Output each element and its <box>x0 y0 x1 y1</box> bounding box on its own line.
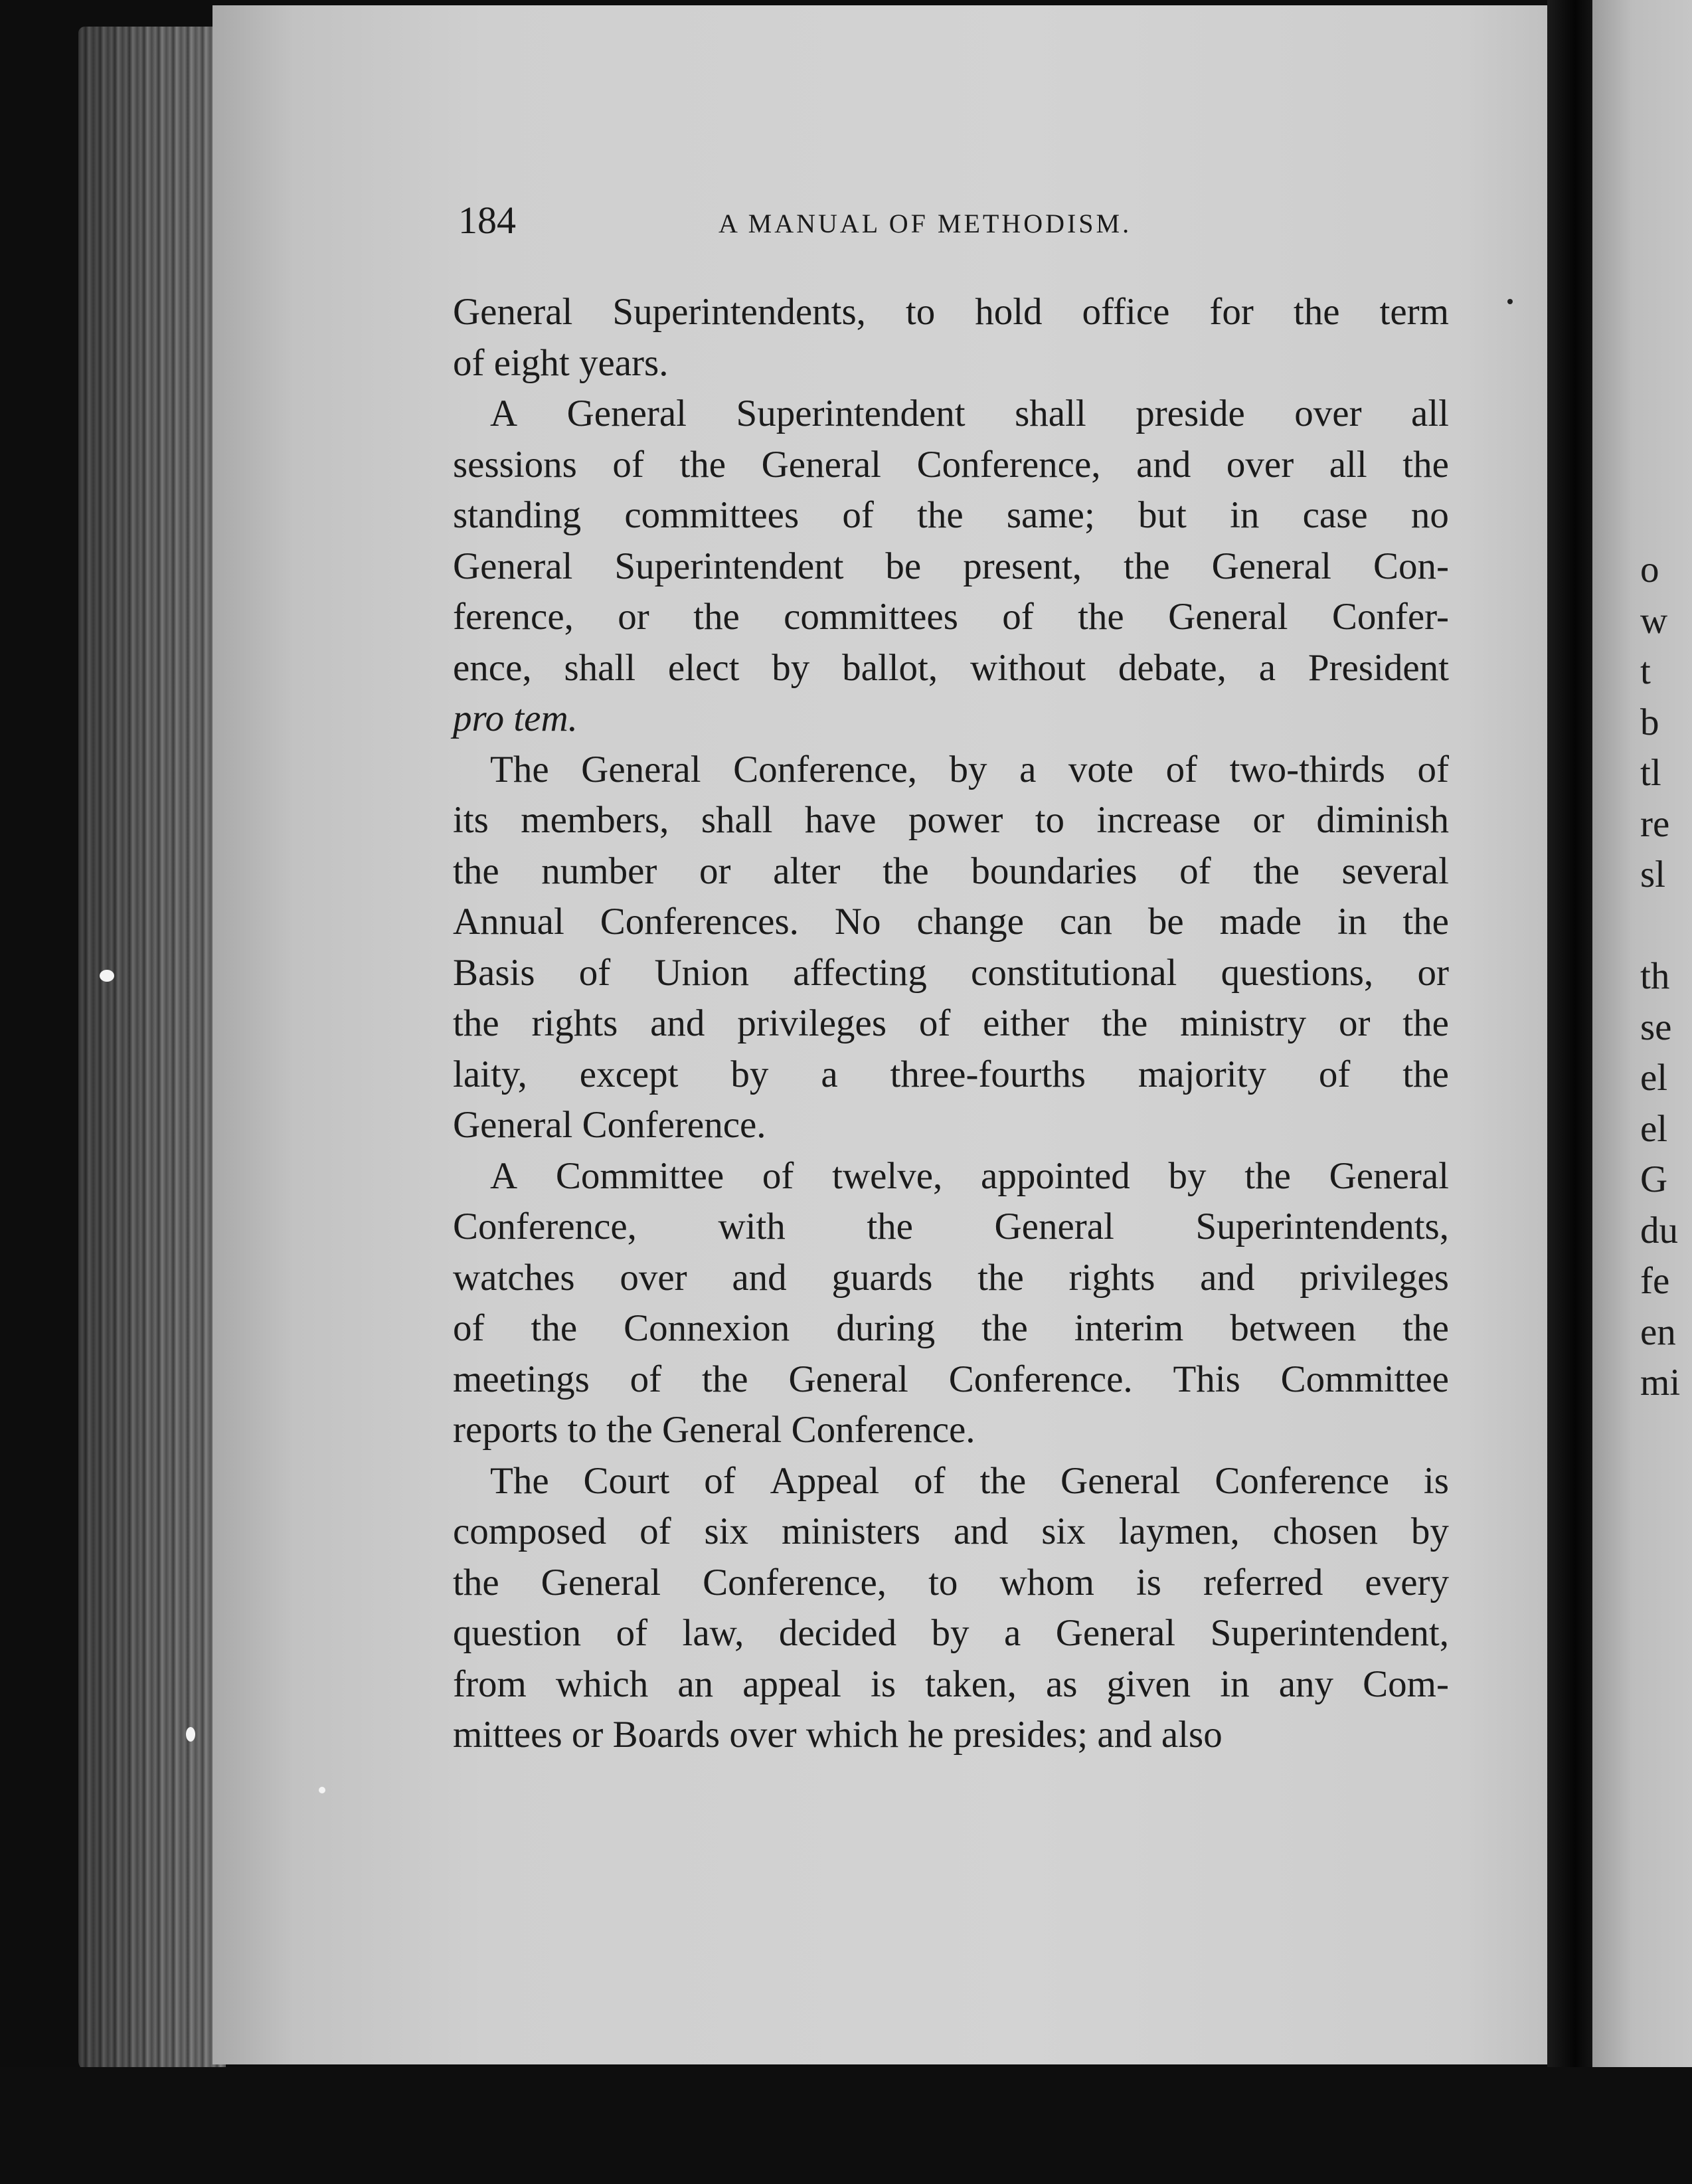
word: This <box>1173 1358 1240 1400</box>
text-line <box>453 1303 1449 1354</box>
word: meetings <box>453 1358 590 1400</box>
word: as <box>1045 1663 1078 1705</box>
word: ballot, <box>842 646 938 689</box>
word: Conference, <box>733 748 918 790</box>
word: Court <box>583 1459 670 1502</box>
text-line <box>453 541 1449 592</box>
word: General <box>1329 1154 1449 1197</box>
word: to <box>905 291 936 333</box>
word: to <box>928 1561 958 1603</box>
word: in <box>1337 901 1367 943</box>
word: the <box>1101 1002 1148 1044</box>
word: its <box>453 799 489 841</box>
text-line <box>453 643 1449 694</box>
word: for <box>1209 291 1254 333</box>
word: of <box>1002 596 1034 638</box>
word: the <box>453 850 499 892</box>
word: or <box>1338 1002 1371 1044</box>
word: Conference. <box>948 1358 1133 1400</box>
word: the <box>1402 901 1449 943</box>
paragraph <box>453 1151 1449 1456</box>
facing-line-fragment: fe <box>1640 1260 1670 1302</box>
word: Conference, <box>916 443 1101 486</box>
word: The <box>490 1459 549 1502</box>
word: by <box>730 1053 769 1095</box>
facing-line-fragment: G <box>1640 1158 1668 1200</box>
word: is <box>871 1663 896 1705</box>
text-line: General Conference. <box>453 1104 766 1146</box>
word: the <box>453 1561 499 1603</box>
word: Connexion <box>624 1307 790 1349</box>
word: the <box>1078 596 1124 638</box>
word: change <box>916 901 1024 943</box>
word: standing <box>453 494 582 536</box>
word: A <box>490 1154 518 1197</box>
word: the <box>693 596 740 638</box>
word: by <box>1168 1154 1207 1197</box>
word: of <box>842 494 874 536</box>
word: number <box>541 850 657 892</box>
word: the <box>1402 443 1449 486</box>
word: General <box>1060 1459 1181 1502</box>
word: General <box>453 291 573 333</box>
word: a <box>821 1053 838 1095</box>
word: of <box>453 1307 485 1349</box>
word: and <box>1200 1256 1255 1299</box>
text-line <box>453 897 1449 948</box>
text-line <box>453 998 1449 1049</box>
word: composed <box>453 1510 607 1552</box>
page-body <box>453 287 1449 1761</box>
word: affecting <box>793 951 927 994</box>
word: question <box>453 1612 582 1654</box>
word: term <box>1379 291 1449 333</box>
facing-line-fragment: mi <box>1640 1362 1681 1404</box>
word: the <box>531 1307 578 1349</box>
facing-line-fragment: en <box>1640 1311 1676 1353</box>
word: or <box>1417 951 1449 994</box>
word: all <box>1329 443 1367 486</box>
text-line <box>453 1659 1449 1710</box>
word: the <box>1402 1307 1449 1349</box>
facing-line-fragment: du <box>1640 1209 1678 1251</box>
word: boundaries <box>971 850 1138 892</box>
facing-line-fragment: th <box>1640 955 1670 997</box>
word: several <box>1341 850 1449 892</box>
text-line <box>453 1456 1449 1507</box>
word: and <box>953 1510 1009 1552</box>
text-line <box>453 1354 1449 1406</box>
word: rights <box>1068 1256 1155 1299</box>
word: of <box>1318 1053 1351 1095</box>
word: of <box>616 1612 648 1654</box>
word: any <box>1278 1663 1334 1705</box>
word: shall <box>564 646 636 689</box>
scan-speck <box>319 1787 325 1793</box>
word: no <box>1410 494 1449 536</box>
word: Com- <box>1363 1663 1449 1705</box>
word: General <box>1055 1612 1176 1654</box>
word: present, <box>963 545 1082 587</box>
paragraph <box>453 389 1449 745</box>
word: by <box>949 748 987 790</box>
facing-line-fragment: el <box>1640 1107 1668 1150</box>
paragraph <box>453 287 1449 389</box>
facing-line-fragment: sl <box>1640 854 1666 895</box>
word: referred <box>1203 1561 1323 1603</box>
word: shall <box>701 799 773 841</box>
word: ference, <box>453 596 574 638</box>
word: of <box>578 951 611 994</box>
word: an <box>677 1663 714 1705</box>
text-line <box>453 846 1449 897</box>
word: Committee <box>1280 1358 1449 1400</box>
paragraph <box>453 745 1449 1151</box>
word: interim <box>1074 1307 1184 1349</box>
word: without <box>970 646 1086 689</box>
word: of <box>1165 748 1198 790</box>
word: over <box>1226 443 1294 486</box>
word: same; <box>1006 494 1095 536</box>
word: ence, <box>453 646 532 689</box>
word: The <box>490 748 549 790</box>
text-line <box>453 1608 1449 1659</box>
word: elect <box>667 646 740 689</box>
word: General <box>788 1358 908 1400</box>
word: Superintendent, <box>1210 1612 1449 1654</box>
word: except <box>579 1053 679 1095</box>
word: six <box>1041 1510 1086 1552</box>
text-line <box>453 745 1449 796</box>
word: is <box>1423 1459 1449 1502</box>
word: chosen <box>1272 1510 1378 1552</box>
word: privileges <box>1300 1256 1449 1299</box>
word: majority <box>1138 1053 1266 1095</box>
word: and <box>732 1256 787 1299</box>
word: Conference, <box>703 1561 887 1603</box>
text-line <box>453 389 1449 440</box>
word: by <box>1410 1510 1449 1552</box>
word: to <box>1035 799 1065 841</box>
scan-speck <box>1507 299 1513 304</box>
word: the <box>867 1206 913 1247</box>
word: a <box>1019 748 1037 790</box>
word: all <box>1411 393 1449 434</box>
word: debate, <box>1118 646 1227 689</box>
word: General <box>581 748 701 790</box>
text-line <box>453 1558 1449 1609</box>
book-gutter <box>1547 0 1594 2184</box>
word: during <box>836 1307 936 1349</box>
word: case <box>1302 494 1368 536</box>
word: be <box>1147 901 1184 943</box>
word: of <box>762 1154 794 1197</box>
facing-line-fragment: b <box>1640 701 1659 743</box>
page-number: 184 <box>458 199 516 242</box>
word: of <box>704 1459 736 1502</box>
word: decided <box>778 1612 897 1654</box>
word: General <box>566 393 687 434</box>
paragraph <box>453 1456 1449 1761</box>
word: committees <box>784 596 958 638</box>
text-line: of eight years. <box>453 341 669 384</box>
word: preside <box>1136 393 1245 434</box>
scan-speck <box>186 1727 195 1742</box>
word: by <box>931 1612 970 1654</box>
word: sessions <box>453 443 577 486</box>
word: of <box>1179 850 1211 892</box>
word: guards <box>831 1256 933 1299</box>
text-line <box>453 1506 1449 1558</box>
page-header <box>458 201 1494 254</box>
word: ministers <box>782 1510 920 1552</box>
facing-line-fragment: o <box>1640 549 1659 591</box>
word: Con- <box>1373 545 1449 587</box>
word: the <box>679 443 726 486</box>
word: Conferences. <box>600 901 799 943</box>
word: watches <box>453 1256 575 1299</box>
word: with <box>718 1206 786 1247</box>
word: hold <box>975 291 1043 333</box>
word: privileges <box>737 1002 887 1044</box>
word: office <box>1082 291 1170 333</box>
word: two-thirds <box>1229 748 1385 790</box>
word: Superintendents, <box>612 291 866 333</box>
word: General <box>761 443 882 486</box>
word: of <box>914 1459 946 1502</box>
word: the <box>1402 1002 1449 1044</box>
word: of <box>612 443 644 486</box>
facing-line-fragment: re <box>1640 802 1670 845</box>
word: every <box>1365 1561 1449 1603</box>
word: have <box>804 799 877 841</box>
text-line <box>453 1253 1449 1304</box>
word: the <box>1124 545 1170 587</box>
word: and <box>1136 443 1191 486</box>
word: taken, <box>925 1663 1017 1705</box>
word: twelve, <box>832 1154 943 1197</box>
word: six <box>704 1510 749 1552</box>
word: the <box>917 494 964 536</box>
facing-line-fragment: t <box>1640 650 1651 692</box>
page-edges-shadow <box>78 27 226 2072</box>
word: General <box>1168 596 1288 638</box>
word: the <box>979 1459 1027 1502</box>
word: questions, <box>1221 951 1374 994</box>
word: Superintendents, <box>1195 1206 1449 1247</box>
text-line <box>453 287 1449 338</box>
word: or <box>1252 799 1285 841</box>
word: the <box>701 1358 748 1400</box>
word: Superintendent <box>736 393 966 434</box>
facing-page-text <box>1640 545 1692 1409</box>
word: in <box>1230 494 1260 536</box>
text-line <box>453 1049 1449 1101</box>
facing-line-fragment: el <box>1640 1057 1668 1099</box>
word: made <box>1219 901 1302 943</box>
text-line <box>453 490 1449 541</box>
word: constitutional <box>971 951 1177 994</box>
word: laity, <box>453 1053 527 1095</box>
word: is <box>1136 1561 1161 1603</box>
word: President <box>1308 646 1449 689</box>
text-line <box>453 795 1449 846</box>
word: General <box>453 545 573 587</box>
word: No <box>834 901 881 943</box>
word: Basis <box>453 951 535 994</box>
word: the <box>981 1307 1028 1349</box>
word: A <box>490 393 518 434</box>
word: the <box>1253 850 1300 892</box>
word: the <box>1402 1053 1449 1095</box>
text-line <box>453 1202 1449 1253</box>
text-line <box>453 592 1449 643</box>
word: committees <box>624 494 800 536</box>
word: of <box>918 1002 951 1044</box>
facing-line-fragment: tl <box>1640 752 1661 794</box>
word: over <box>1294 393 1362 434</box>
word: increase <box>1096 799 1221 841</box>
word: the <box>1293 291 1340 333</box>
text-line <box>453 693 1449 745</box>
text-line <box>453 440 1449 491</box>
word: a <box>1004 1612 1021 1654</box>
word: and <box>650 1002 705 1044</box>
word: between <box>1230 1307 1357 1349</box>
text-line <box>453 948 1449 999</box>
word: over <box>620 1256 687 1299</box>
word: be <box>885 545 922 587</box>
word: of <box>639 1510 671 1552</box>
word: Conference <box>1215 1459 1389 1502</box>
word: or <box>699 850 731 892</box>
scan-background <box>0 2067 1692 2184</box>
word: whom <box>999 1561 1094 1603</box>
word: Appeal <box>770 1459 880 1502</box>
word: but <box>1138 494 1187 536</box>
word: or <box>618 596 649 638</box>
word: General <box>541 1561 661 1603</box>
word: either <box>983 1002 1069 1044</box>
word: diminish <box>1316 799 1449 841</box>
word: appointed <box>981 1154 1130 1197</box>
facing-line-fragment <box>1640 901 1692 952</box>
word: the <box>883 850 929 892</box>
word: Conference, <box>453 1206 637 1247</box>
word: which <box>555 1663 649 1705</box>
word: given <box>1106 1663 1191 1705</box>
word: rights <box>531 1002 618 1044</box>
italic-text: pro tem. <box>453 697 578 739</box>
word: in <box>1220 1663 1250 1705</box>
word: General <box>994 1206 1114 1247</box>
word: vote <box>1068 748 1134 790</box>
facing-line-fragment: se <box>1640 1006 1672 1048</box>
word: law, <box>682 1612 744 1654</box>
word: Superintendent <box>614 545 844 587</box>
word: Union <box>654 951 750 994</box>
word: Annual <box>453 901 564 943</box>
running-head: A MANUAL OF METHODISM. <box>719 209 1132 238</box>
facing-line-fragment: w <box>1640 599 1668 642</box>
word: Committee <box>555 1154 724 1197</box>
word: the <box>453 1002 499 1044</box>
word: appeal <box>742 1663 841 1705</box>
word: members, <box>521 799 669 841</box>
word: of <box>1417 748 1449 790</box>
text-line: mittees or Boards over which he presides; and also <box>453 1714 1223 1756</box>
word: the <box>1244 1154 1291 1197</box>
scan-speck <box>100 970 114 982</box>
word: power <box>908 799 1003 841</box>
word: three-fourths <box>890 1053 1086 1095</box>
word: Confer- <box>1331 596 1449 638</box>
word: laymen, <box>1118 1510 1240 1552</box>
word: can <box>1059 901 1112 943</box>
word: shall <box>1015 393 1086 434</box>
text-line <box>453 1151 1449 1202</box>
word: by <box>772 646 810 689</box>
word: of <box>630 1358 662 1400</box>
word: alter <box>773 850 841 892</box>
text-line: reports to the General Conference. <box>453 1409 975 1451</box>
word: the <box>977 1256 1024 1299</box>
word: ministry <box>1180 1002 1307 1044</box>
word: from <box>453 1663 527 1705</box>
word: a <box>1258 646 1276 689</box>
word: General <box>1211 545 1332 587</box>
